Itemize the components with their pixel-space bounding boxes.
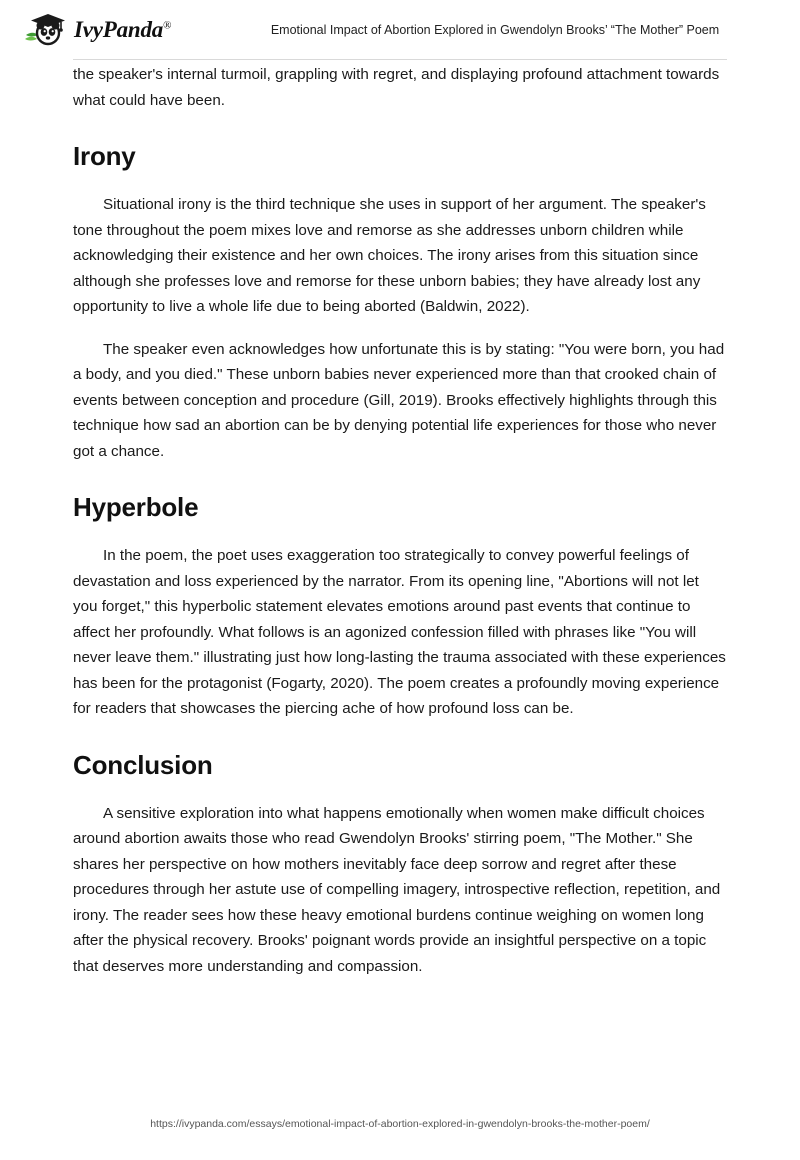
spacer [73, 320, 727, 337]
section-heading-hyperbole: Hyperbole [73, 492, 199, 522]
spacer [73, 523, 727, 543]
spacer [73, 722, 727, 749]
paragraph: A sensitive exploration into what happens emotionally when women make difficult choices around abortion awaits those who read Gwendolyn Brooks' stirring poem, "The Mother." She shares her perspective on how mothers inevitably face deep sorrow and regret after these procedures through her astute use of compelling imagery, introspective reflection, repetition, and irony. The reader sees how these heavy emotional burdens continue weighing on women long after the physical recovery. Brooks' poignant words provide an insightful perspective on a topic that deserves more understanding and compassion. [73, 804, 721, 975]
brand-name: IvyPanda® [74, 17, 172, 42]
paragraph: The speaker even acknowledges how unfortunate this is by stating: "You were born, you had a body, and you died." These unborn babies never experienced more than that crooked chain of events between conception and procedure (Gill, 2019). Brooks effectively highlights through this technique how sad an abortion can be by denying potential life experiences for those who never got a chance. [73, 340, 725, 460]
registered-mark: ® [163, 19, 172, 32]
header-divider [73, 59, 727, 60]
spacer [73, 172, 727, 192]
paragraph: Situational irony is the third technique she uses in support of her argument. The speaker's tone throughout the poem mixes love and remorse as she addresses unborn children while acknowledging their existence and her own choices. The irony arises from this situation since although she professes love and remorse for these unborn babies; they have already lost any opportunity to live a whole life due to being aborted (Baldwin, 2022). [73, 196, 706, 315]
page-title: Emotional Impact of Abortion Explored in Gwendolyn Brooks’ “The Mother” Poem [270, 23, 720, 37]
spacer [73, 113, 727, 140]
source-url[interactable]: https://ivypanda.com/essays/emotional-impact-of-abortion-explored-in-gwendolyn-brooks-the-mother-poem/ [150, 1118, 650, 1130]
graduation-cap-panda-logo-icon [24, 13, 66, 47]
spacer [73, 464, 727, 491]
section-heading-irony: Irony [73, 141, 136, 171]
spacer [73, 781, 727, 801]
document-content [73, 62, 727, 979]
section-heading-conclusion: Conclusion [73, 749, 213, 780]
page-header [0, 0, 800, 60]
page-footer [0, 1114, 800, 1132]
brand-logo-area[interactable] [24, 13, 254, 47]
paragraph: In the poem, the poet uses exaggeration too strategically to convey powerful feelings of devastation and loss experienced by the narrator. From its opening line, "Abortions will not let you forget," this hyperbolic statement elevates emotions around past events that continue to affect her profoundly. What follows is an agonized confession filled with phrases like "You will never leave them." illustrating just how long-lasting the trauma associated with these experiences has been for the protagonist (Fogarty, 2020). The poem creates a profoundly moving experience for readers that showcases the piercing ache of how profound loss can be. [73, 547, 726, 717]
continued-paragraph: the speaker's internal turmoil, grappling with regret, and displaying profound attachment towards what could have been. [73, 66, 720, 109]
